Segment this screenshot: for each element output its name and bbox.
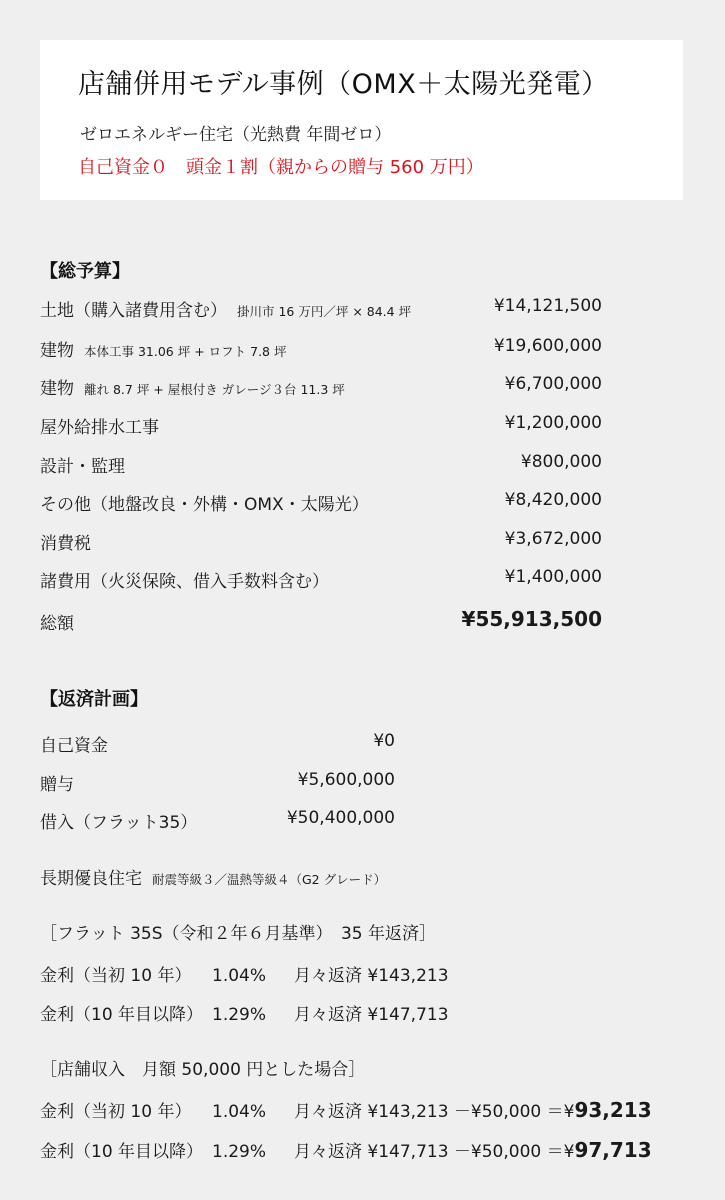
store-heading: ［店舗収入 月額 50,000 円とした場合］ — [40, 1060, 366, 1080]
budget-row-label: 建物 — [40, 379, 74, 399]
budget-row — [40, 336, 602, 364]
budget-row-label: 屋外給排水工事 — [40, 418, 159, 438]
budget-row-amount: ¥800,000 — [520, 452, 602, 472]
plan-row-label: 金利（10 年目以降） — [40, 1005, 204, 1025]
plan-row-rate: 1.04% — [212, 966, 267, 986]
store-row-payment: 月々返済 ¥143,213 －¥50,000 ＝¥ — [294, 1102, 575, 1122]
budget-row-label: 消費税 — [40, 534, 91, 554]
budget-heading: 【総予算】 — [40, 261, 130, 282]
budget-row-amount: ¥1,400,000 — [504, 567, 602, 587]
budget-row-label: 土地（購入諸費用含む） — [40, 301, 227, 321]
funding-row-label: 贈与 — [40, 775, 74, 795]
budget-row-amount: ¥1,200,000 — [504, 413, 602, 433]
long-term-label: 長期優良住宅 — [40, 869, 142, 889]
budget-row-amount: ¥19,600,000 — [493, 336, 602, 356]
budget-row-amount: ¥3,672,000 — [504, 529, 602, 549]
budget-row — [40, 374, 602, 402]
funding-row-label: 自己資金 — [40, 736, 108, 756]
budget-row-amount: ¥8,420,000 — [504, 490, 602, 510]
budget-row-amount: ¥6,700,000 — [504, 374, 602, 394]
budget-row-label: 諸費用（火災保険、借入手数料含む） — [40, 572, 329, 592]
budget-row — [40, 567, 602, 595]
budget-row — [40, 529, 602, 557]
budget-total-label: 総額 — [40, 614, 74, 634]
plan-heading: ［フラット 35S（令和２年６月基準） 35 年返済］ — [40, 924, 437, 944]
plan-row-payment: 月々返済 ¥147,713 — [294, 1005, 449, 1025]
funding-row-label: 借入（フラット35） — [40, 813, 198, 833]
store-row-rate: 1.04% — [212, 1102, 267, 1122]
funding-row-amount: ¥0 — [373, 731, 395, 751]
store-row-payment: 月々返済 ¥147,713 －¥50,000 ＝¥ — [294, 1142, 575, 1162]
plan-row-rate: 1.29% — [212, 1005, 267, 1025]
budget-total-row — [40, 609, 602, 637]
budget-row-note: 本体工事 31.06 坪 + ロフト 7.8 坪 — [84, 344, 287, 359]
plan-row-label: 金利（当初 10 年） — [40, 966, 192, 986]
plan-row — [40, 961, 449, 986]
budget-row — [40, 296, 602, 324]
funding-row-amount: ¥5,600,000 — [297, 770, 395, 790]
store-row-label: 金利（当初 10 年） — [40, 1102, 192, 1122]
repayment-heading: 【返済計画】 — [40, 689, 148, 710]
page-title: 店舗併用モデル事例（OMX＋太陽光発電） — [78, 69, 609, 100]
funding-row — [40, 770, 395, 798]
budget-row — [40, 490, 602, 518]
funding-highlight: 自己資金０ 頭金１割（親からの贈与 560 万円） — [78, 157, 484, 178]
funding-row — [40, 808, 395, 836]
budget-row — [40, 413, 602, 441]
budget-row-note: 掛川市 16 万円／坪 × 84.4 坪 — [237, 304, 412, 319]
long-term-housing — [40, 864, 386, 889]
store-row — [40, 1137, 652, 1162]
funding-row-amount: ¥50,400,000 — [286, 808, 395, 828]
budget-row-label: 設計・監理 — [40, 457, 125, 477]
store-row — [40, 1097, 652, 1122]
budget-total-amount: ¥55,913,500 — [461, 607, 602, 631]
funding-row — [40, 731, 395, 759]
budget-row-amount: ¥14,121,500 — [493, 296, 602, 316]
plan-row — [40, 1000, 449, 1025]
plan-row-payment: 月々返済 ¥143,213 — [294, 966, 449, 986]
budget-row-note: 離れ 8.7 坪 + 屋根付き ガレージ３台 11.3 坪 — [84, 382, 345, 397]
long-term-note: 耐震等級３／温熱等級４（G2 グレード） — [152, 872, 387, 887]
budget-row — [40, 452, 602, 480]
store-row-label: 金利（10 年目以降） — [40, 1142, 204, 1162]
store-row-result: 97,713 — [574, 1138, 652, 1162]
store-row-rate: 1.29% — [212, 1142, 267, 1162]
header-card — [40, 40, 683, 200]
store-row-result: 93,213 — [574, 1098, 652, 1122]
budget-row-label: その他（地盤改良・外構・OMX・太陽光） — [40, 495, 369, 515]
budget-row-label: 建物 — [40, 341, 74, 361]
page-subtitle: ゼロエネルギー住宅（光熱費 年間ゼロ） — [80, 125, 392, 145]
